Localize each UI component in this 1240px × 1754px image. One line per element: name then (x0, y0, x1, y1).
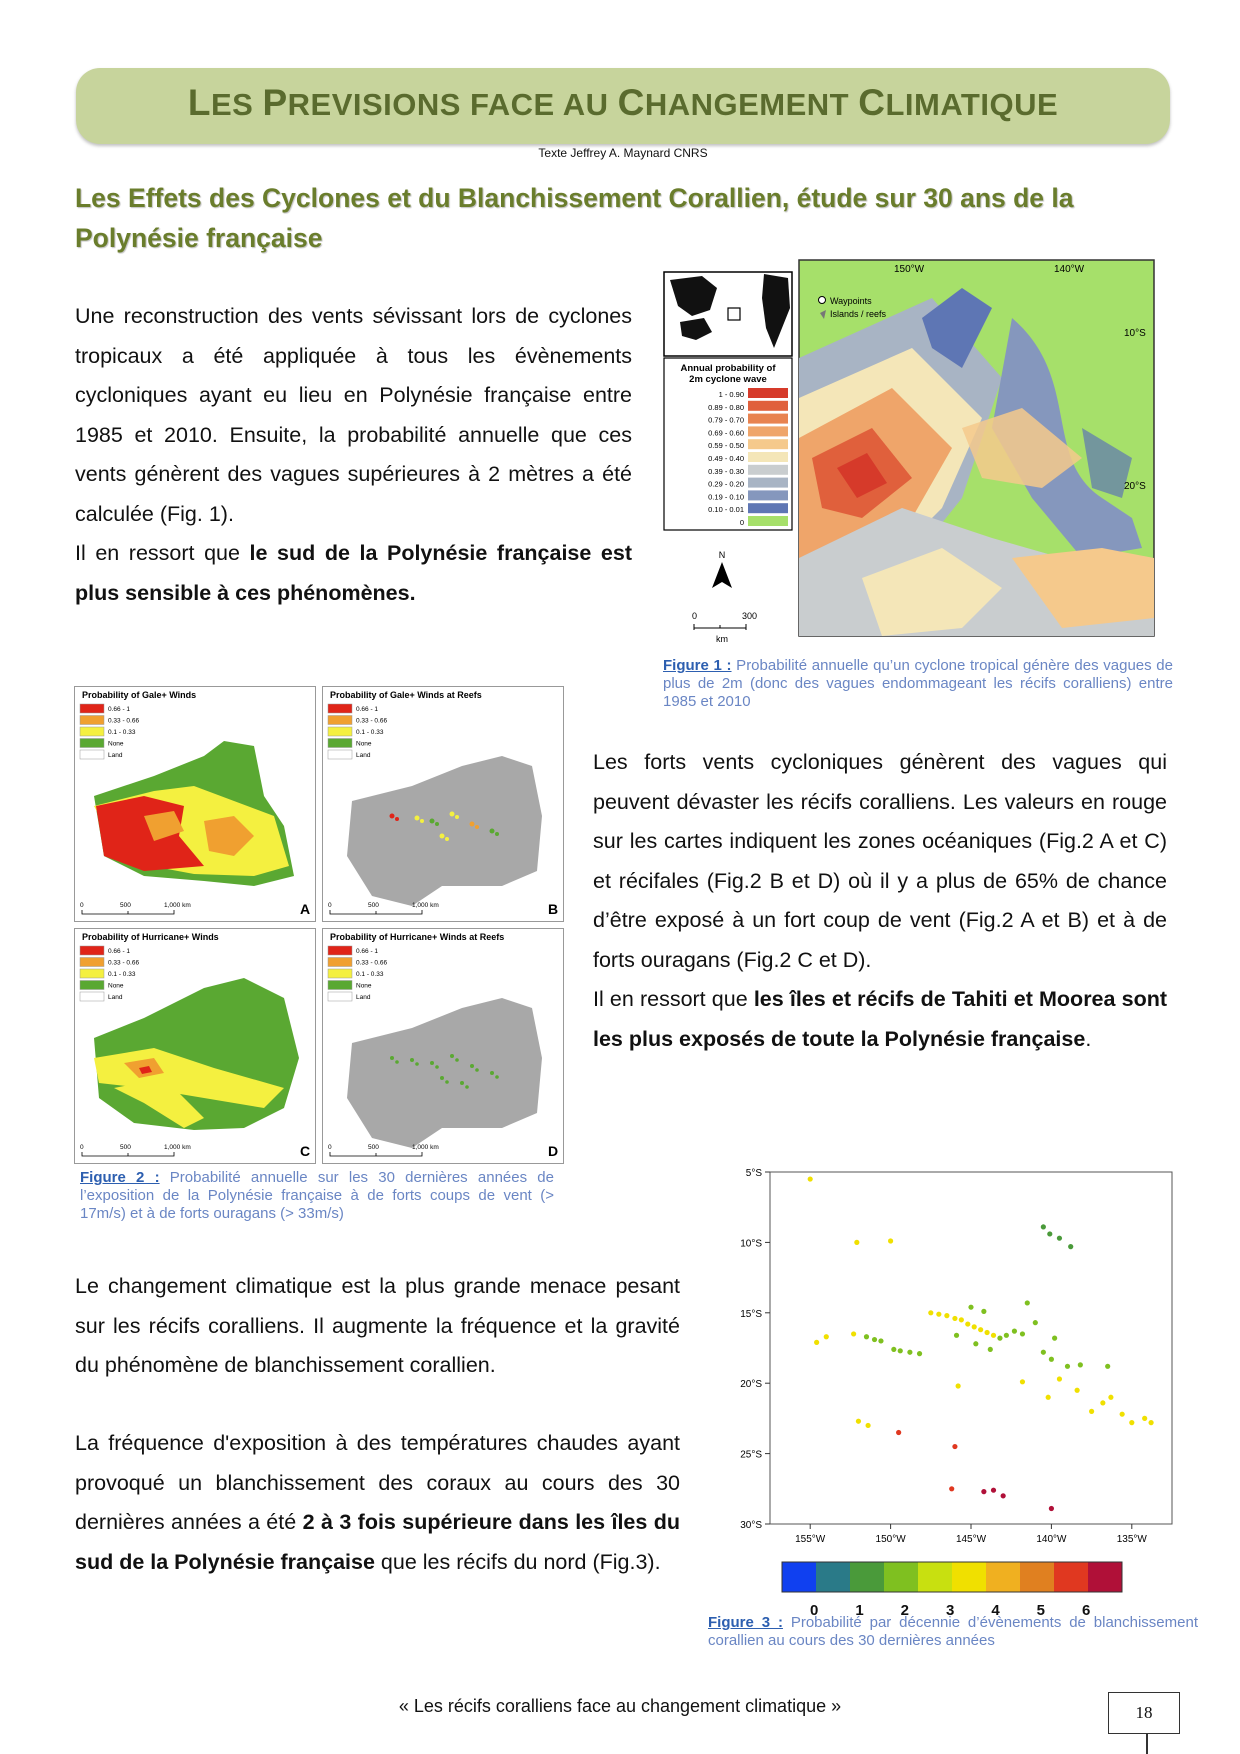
fig1-legend-swatch (748, 388, 788, 398)
figure-2 (74, 686, 564, 1164)
figure-1-caption (663, 657, 1173, 711)
figure-2-panel-a (75, 687, 316, 922)
fig1-legend-label: 0 (739, 518, 744, 527)
fig3-data-point (984, 1330, 989, 1335)
fig3-data-point (1047, 1231, 1052, 1236)
fig3-data-point (954, 1333, 959, 1338)
fig3-colorbar-segment (816, 1562, 850, 1592)
fig1-legend-label: 0.49 - 0.40 (708, 454, 744, 463)
panel-scale-1000: 1,000 km (164, 1144, 191, 1151)
fig1-legend-label: 0.69 - 0.60 (708, 428, 744, 438)
fig3-data-point (917, 1351, 922, 1356)
panel-scale-500: 500 (368, 902, 379, 909)
fig3-colorbar-segment (918, 1562, 952, 1592)
fig3-data-point (878, 1338, 883, 1343)
fig3-data-point (824, 1334, 829, 1339)
fig3-data-point (965, 1321, 970, 1326)
panel-letter: B (548, 901, 559, 917)
panel-scale-0: 0 (328, 1144, 332, 1151)
panel-legend-label: None (108, 982, 124, 990)
panel-legend-swatch (80, 739, 104, 748)
fig1-lat-label-2: 20°S (1124, 481, 1146, 492)
fig3-data-point (972, 1324, 977, 1329)
fig3-colorbar-segment (884, 1562, 918, 1592)
legend-title-line1: Annual probability of (680, 363, 776, 374)
panel-legend-swatch (328, 958, 352, 967)
panel-legend-label: Land (108, 994, 123, 1001)
fig3-data-point (1041, 1350, 1046, 1355)
panel-legend-swatch (80, 981, 104, 990)
fig1-legend-swatch (748, 426, 788, 436)
fig3-colorbar-tick-label: 0 (810, 1602, 819, 1619)
figure-3-label: Figure 3 : (708, 1614, 783, 1631)
fig3-data-point (896, 1430, 901, 1435)
paragraph-text: Une reconstruction des vents sévissant lors de cyclones tropicaux a été appliquée à tous les évènements cycloniques ayant eu lieu en Polynésie française entre 1985 et 2010. Ensuite, la probabilité annuelle que ces vents génèrent des vagues supérieures à 2 mètres a été calculée (Fig. 1). (75, 304, 632, 526)
fig3-data-point (1033, 1320, 1038, 1325)
panel-letter: A (300, 901, 311, 917)
figure-1-label: Figure 1 : (663, 657, 732, 674)
fig3-y-tick-label: 10°S (740, 1238, 762, 1250)
fig3-x-tick-label: 155°W (795, 1534, 826, 1545)
fig3-data-point (1129, 1420, 1134, 1425)
fig3-colorbar-segment (952, 1562, 986, 1592)
fig3-data-point (952, 1316, 957, 1321)
panel-legend-label: 0.33 - 0.66 (356, 717, 388, 725)
fig1-legend-label: 0.10 - 0.01 (708, 505, 744, 515)
fig3-data-point (872, 1337, 877, 1342)
scale-label-0: 0 (692, 611, 698, 621)
panel-legend-label: None (356, 982, 372, 990)
panel-legend-label: 0.1 - 0.33 (108, 729, 136, 736)
paragraph-conclusion (593, 980, 1167, 1059)
figure-3-caption-text: Probabilité par décennie d’évènements de blanchissement corallien au cours des 30 dernières années (708, 1614, 1199, 1649)
panel-legend-swatch (80, 716, 104, 725)
panel-scale-500: 500 (120, 1144, 131, 1151)
fig3-data-point (981, 1489, 986, 1494)
fig3-y-tick-label: 25°S (740, 1449, 762, 1461)
fig3-data-point (1065, 1364, 1070, 1369)
fig3-data-point (1004, 1333, 1009, 1338)
fig3-data-point (898, 1348, 903, 1353)
legend-title-line2: 2m cyclone wave (689, 374, 767, 385)
conclusion-bold: les îles et récifs de Tahiti et Moorea sont les plus exposés de toute la Polynésie française (593, 987, 1167, 1051)
fig3-y-tick-label: 15°S (740, 1308, 762, 1320)
fig3-colorbar-segment (1020, 1562, 1054, 1592)
fig1-legend-swatch (748, 516, 788, 526)
title-word-1: REVISIONS FACE AU (287, 87, 618, 122)
section-subtitle: Les Effets des Cyclones et du Blanchissement Corallien, étude sur 30 ans de la Polynésie française (75, 183, 1074, 253)
figure-2-label: Figure 2 : (80, 1169, 160, 1186)
fig3-data-point (891, 1347, 896, 1352)
fig3-data-point (973, 1341, 978, 1346)
waypoint-icon (819, 297, 826, 304)
panel-scale-500: 500 (120, 902, 131, 909)
panel-legend-swatch (80, 969, 104, 978)
panel-title: Probability of Gale+ Winds at Reefs (330, 690, 482, 700)
panel-scale-1000: 1,000 km (412, 1144, 439, 1151)
fig3-x-tick-label: 145°W (955, 1534, 987, 1545)
panel-legend-label: 0.66 - 1 (108, 706, 131, 713)
panel-legend-swatch (328, 969, 352, 978)
title-word-2: HANGEMENT (644, 87, 859, 122)
page-number-tick (1146, 1734, 1148, 1754)
paragraph-bleaching (75, 1424, 680, 1582)
panel-legend-swatch (328, 992, 352, 1001)
fig3-data-point (1089, 1409, 1094, 1414)
scale-label-300: 300 (742, 611, 758, 621)
panel-legend-swatch (328, 704, 352, 713)
panel-scale-1000: 1,000 km (164, 902, 191, 909)
fig1-legend-swatch (748, 503, 788, 513)
fig1-legend-label: 1 - 0.90 (718, 390, 744, 399)
fig1-legend-swatch (748, 401, 788, 411)
figure-2-panel-b (323, 687, 564, 922)
fig1-legend-label: 0.89 - 0.80 (708, 402, 744, 412)
figure-3 (722, 1160, 1182, 1619)
fig3-data-point (808, 1176, 813, 1181)
fig3-data-point (1020, 1379, 1025, 1384)
fig3-data-point (1108, 1395, 1113, 1400)
paragraph-text: Les forts vents cycloniques génèrent des vagues qui peuvent dévaster les récifs coralliens. Les valeurs en rouge sur les cartes indiquent les zones océaniques (Fig.2 A et C) et récifales (Fig.2 B et D) où il y a plus de 65% de chance d’être exposé à un fort coup de vent (Fig.2 A et B) et à de forts ouragans (Fig.2 C et D). (593, 750, 1167, 972)
fig3-data-point (1049, 1506, 1054, 1511)
panel-legend-swatch (80, 958, 104, 967)
fig3-colorbar-tick-label: 5 (1036, 1602, 1045, 1619)
bleaching-text-1: La fréquence d'exposition à des températures chaudes ayant provoqué un blanchissement des coraux au cours des 30 dernières années a été (75, 1431, 680, 1534)
panel-legend-swatch (328, 716, 352, 725)
fig3-colorbar-tick-label: 3 (946, 1602, 955, 1619)
fig3-data-point (1120, 1412, 1125, 1417)
fig3-data-point (1148, 1420, 1153, 1425)
conclusion-bold: le sud de la Polynésie française est plus sensible à ces phénomènes. (75, 541, 632, 605)
fig3-data-point (959, 1317, 964, 1322)
fig3-data-point (856, 1419, 861, 1424)
fig3-plot-frame (770, 1172, 1172, 1524)
fig1-lon-label-1: 150°W (894, 264, 925, 275)
title-initial-1: P (262, 82, 288, 123)
north-arrow-icon (712, 562, 732, 588)
figure-2-maps (74, 686, 564, 1164)
title-initial-3: C (858, 82, 886, 123)
panel-legend-label: None (108, 740, 124, 748)
fig3-data-point (949, 1486, 954, 1491)
figure-3-caption (708, 1614, 1198, 1650)
fig3-data-point (865, 1423, 870, 1428)
figure-3-chart (722, 1160, 1182, 1600)
fig3-data-point (988, 1347, 993, 1352)
panel-legend-label: 0.66 - 1 (356, 706, 379, 713)
panel-legend-swatch (80, 704, 104, 713)
panel-scale-0: 0 (328, 902, 332, 909)
panel-scale-0: 0 (80, 1144, 84, 1151)
figure-1-legend-items (708, 388, 788, 527)
fig1-legend-label: 0.29 - 0.20 (708, 479, 744, 489)
panel-legend-swatch (80, 992, 104, 1001)
figure-2-panel-d (323, 929, 564, 1164)
paragraph-cyclone-waves (75, 297, 632, 613)
panel-legend-label: Land (108, 752, 123, 759)
fig3-y-tick-label: 20°S (740, 1379, 762, 1391)
fig3-y-tick-label: 5°S (745, 1168, 762, 1179)
title-initial-2: C (617, 82, 645, 123)
panel-legend-label: 0.33 - 0.66 (356, 959, 388, 967)
fig3-y-tick-label: 30°S (740, 1520, 762, 1531)
conclusion-suffix: . (1085, 1026, 1092, 1051)
fig1-legend-swatch (748, 465, 788, 475)
paragraph-text (75, 1424, 680, 1582)
fig1-legend-label: 0.19 - 0.10 (708, 492, 744, 502)
panel-legend-label: 0.33 - 0.66 (108, 959, 140, 967)
fig3-data-point (1020, 1331, 1025, 1336)
panel-title: Probability of Gale+ Winds (82, 690, 197, 700)
north-label: N (718, 550, 726, 560)
map-legend-islands: Islands / reefs (830, 309, 887, 319)
fig3-colorbar-tick-label: 2 (900, 1602, 909, 1619)
fig3-data-point (854, 1240, 859, 1245)
figure-1 (662, 258, 1156, 648)
paragraph-cyclone-winds (593, 743, 1167, 1059)
panel-legend-label: 0.1 - 0.33 (108, 971, 136, 978)
title-initial-0: L (187, 82, 211, 123)
fig3-data-point (1057, 1376, 1062, 1381)
figure-1-caption-text: Probabilité annuelle qu’un cyclone tropical génère des vagues de plus de 2m (donc des vagues endommageant les récifs coralliens) entre 1985 et 2010 (663, 657, 1173, 710)
figure-1-main-map (799, 260, 1154, 636)
fig3-data-point (1105, 1364, 1110, 1369)
fig3-data-point (968, 1305, 973, 1310)
byline: Texte Jeffrey A. Maynard CNRS (538, 146, 708, 160)
fig1-legend-swatch (748, 478, 788, 488)
fig3-data-point (1057, 1236, 1062, 1241)
panel-legend-swatch (80, 750, 104, 759)
fig3-data-point (1100, 1400, 1105, 1405)
fig1-legend-swatch (748, 452, 788, 462)
page-title (76, 82, 1170, 124)
page-number: 18 (1108, 1692, 1180, 1734)
panel-legend-label: 0.66 - 1 (356, 948, 379, 955)
figure-2-panel-c (75, 929, 316, 1164)
fig3-data-point (1025, 1300, 1030, 1305)
scale-label-km: km (716, 634, 728, 644)
fig3-data-point (936, 1312, 941, 1317)
fig3-colorbar-tick-label: 6 (1082, 1602, 1091, 1619)
fig3-data-point (1142, 1416, 1147, 1421)
fig3-data-point (991, 1488, 996, 1493)
title-word-3: LIMATIQUE (885, 87, 1059, 122)
paragraph-climate-change (75, 1267, 680, 1386)
panel-legend-label: 0.33 - 0.66 (108, 717, 140, 725)
fig1-legend-label: 0.79 - 0.70 (708, 415, 744, 425)
bleaching-text-2: que les récifs du nord (Fig.3). (374, 1549, 661, 1574)
panel-legend-label: 0.1 - 0.33 (356, 729, 384, 736)
fig3-data-point (928, 1310, 933, 1315)
panel-legend-swatch (328, 981, 352, 990)
fig3-data-point (978, 1327, 983, 1332)
fig3-data-point (1049, 1357, 1054, 1362)
fig3-data-point (944, 1313, 949, 1318)
fig3-colorbar-tick-label: 4 (991, 1602, 1000, 1619)
fig3-colorbar-segment (1088, 1562, 1122, 1592)
fig1-legend-label: 0.39 - 0.30 (708, 466, 744, 476)
fig3-x-tick-label: 135°W (1116, 1534, 1147, 1545)
panel-legend-swatch (328, 750, 352, 759)
title-word-0: ES (210, 87, 263, 122)
panel-scale-1000: 1,000 km (412, 902, 439, 909)
paragraph-conclusion (75, 534, 632, 613)
fig3-data-point (997, 1336, 1002, 1341)
panel-legend-label: Land (356, 752, 371, 759)
map-legend-waypoints: Waypoints (830, 296, 872, 306)
panel-legend-swatch (80, 946, 104, 955)
panel-scale-500: 500 (368, 1144, 379, 1151)
fig3-data-point (1078, 1362, 1083, 1367)
bleaching-bold: 2 à 3 fois supérieure dans les îles du sud de la Polynésie française (75, 1510, 680, 1574)
fig1-lat-label-1: 10°S (1124, 328, 1146, 339)
panel-legend-swatch (328, 727, 352, 736)
fig3-data-point (981, 1309, 986, 1314)
figure-1-map (662, 258, 1156, 648)
fig3-data-point (851, 1331, 856, 1336)
panel-legend-label: 0.66 - 1 (108, 948, 131, 955)
fig3-data-point (907, 1350, 912, 1355)
paragraph-text: Le changement climatique est la plus grande menace pesant sur les récifs coralliens. Il augmente la fréquence et la gravité du phénomène de blanchissement corallien. (75, 1274, 680, 1377)
fig3-data-point (888, 1238, 893, 1243)
panel-legend-label: 0.1 - 0.33 (356, 971, 384, 978)
panel-letter: C (300, 1143, 311, 1159)
conclusion-prefix: Il en ressort que (75, 541, 250, 565)
fig3-data-point (991, 1333, 996, 1338)
fig3-data-point (1012, 1329, 1017, 1334)
page-footer: « Les récifs coralliens face au changement climatique » (398, 1696, 842, 1716)
fig1-legend-swatch (748, 439, 788, 449)
panel-legend-swatch (80, 727, 104, 736)
fig3-x-tick-label: 140°W (1036, 1534, 1067, 1545)
fig3-data-point (1046, 1395, 1051, 1400)
panel-legend-swatch (328, 946, 352, 955)
fig3-data-point (1068, 1244, 1073, 1249)
fig3-data-point (1001, 1493, 1006, 1498)
fig3-data-point (956, 1383, 961, 1388)
scale-bar (694, 624, 746, 630)
panel-title: Probability of Hurricane+ Winds (82, 932, 219, 942)
fig3-colorbar-segment (1054, 1562, 1088, 1592)
fig3-data-point (1041, 1224, 1046, 1229)
panel-legend-label: Land (356, 994, 371, 1001)
fig3-colorbar-segment (986, 1562, 1020, 1592)
fig3-data-point (952, 1444, 957, 1449)
panel-legend-swatch (328, 739, 352, 748)
fig3-colorbar-segment (782, 1562, 816, 1592)
fig3-data-point (1052, 1336, 1057, 1341)
fig3-data-point (864, 1334, 869, 1339)
fig1-lon-label-2: 140°W (1054, 264, 1085, 275)
panel-title: Probability of Hurricane+ Winds at Reefs (330, 932, 505, 942)
fig3-x-tick-label: 150°W (875, 1534, 906, 1545)
panel-legend-label: None (356, 740, 372, 748)
figure-2-caption (80, 1169, 554, 1223)
fig3-colorbar-segment (850, 1562, 884, 1592)
panel-letter: D (548, 1143, 559, 1159)
fig1-legend-swatch (748, 414, 788, 424)
fig3-data-point (814, 1340, 819, 1345)
fig3-colorbar-tick-label: 1 (855, 1602, 864, 1619)
fig3-data-point (1075, 1388, 1080, 1393)
fig1-legend-label: 0.59 - 0.50 (708, 441, 744, 451)
conclusion-prefix: Il en ressort que (593, 987, 754, 1011)
figure-2-caption-text: Probabilité annuelle sur les 30 dernières années de l’exposition de la Polynésie française à de forts coups de vent (> 17m/s) et à de forts ouragans (> 33m/s) (80, 1169, 554, 1222)
fig1-legend-swatch (748, 490, 788, 500)
panel-scale-0: 0 (80, 902, 84, 909)
